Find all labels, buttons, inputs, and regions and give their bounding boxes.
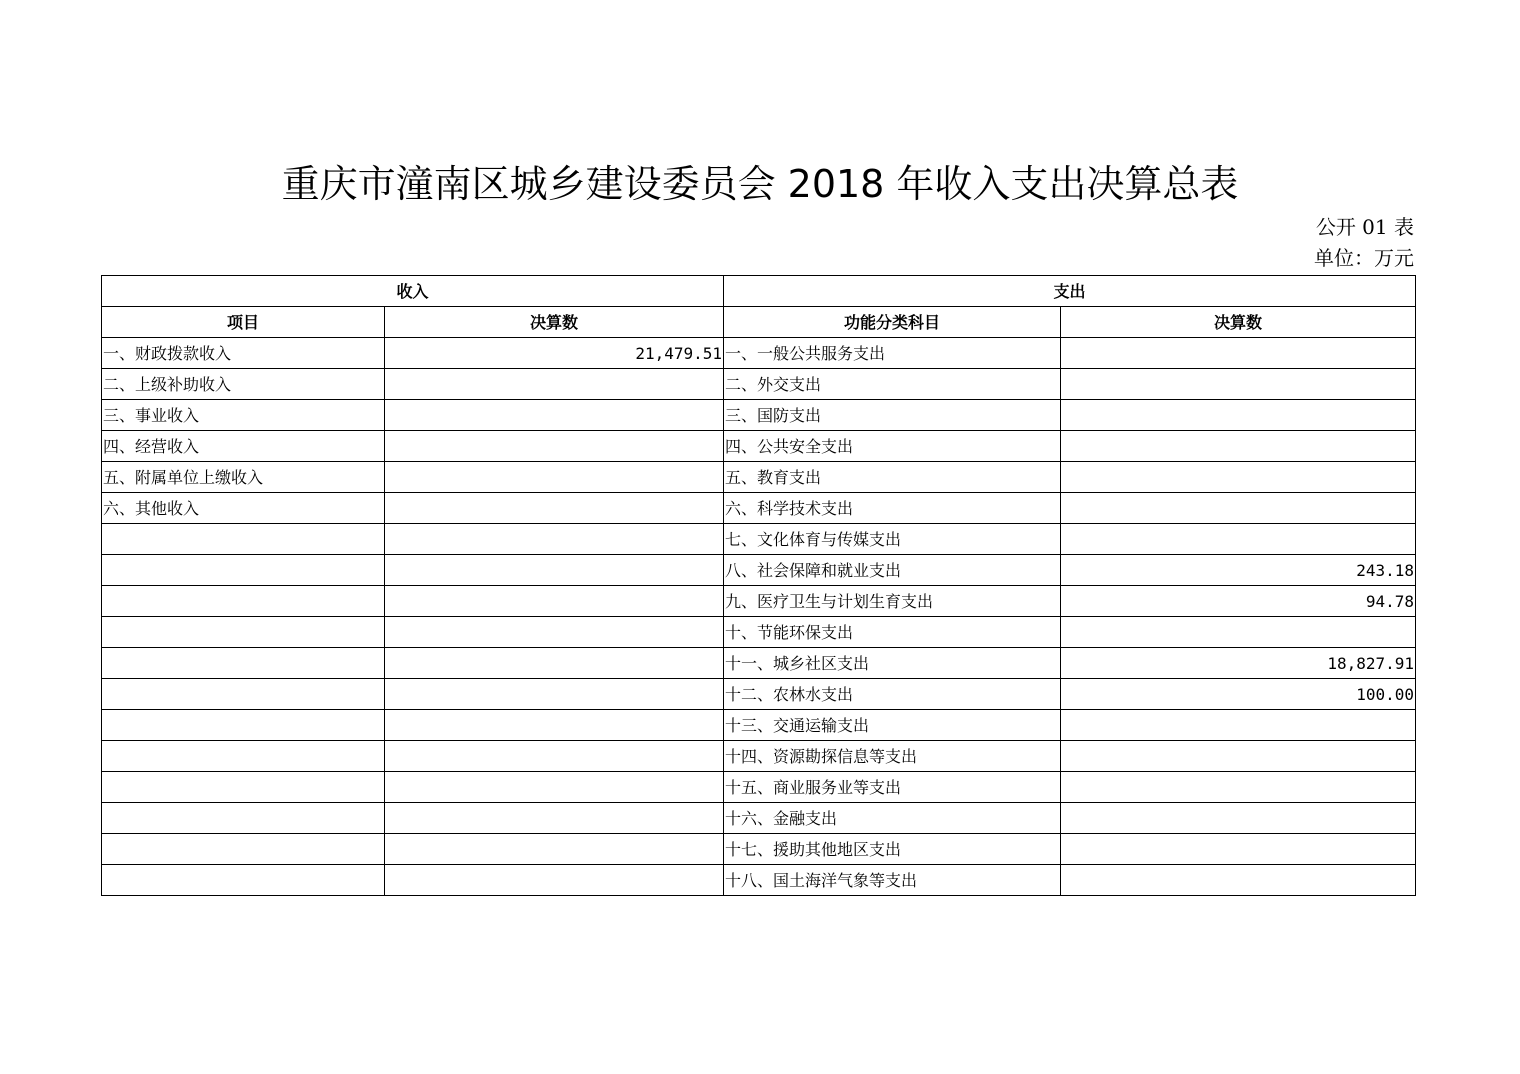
table-row <box>102 586 1416 617</box>
expenditure-item-cell: 十五、商业服务业等支出 <box>724 772 1061 803</box>
income-amount-cell <box>385 462 724 493</box>
expenditure-amount-cell <box>1061 865 1416 896</box>
expenditure-amount-cell <box>1061 369 1416 400</box>
expenditure-item-cell: 十三、交通运输支出 <box>724 710 1061 741</box>
expenditure-item-cell: 十二、农林水支出 <box>724 679 1061 710</box>
income-amount-cell <box>385 555 724 586</box>
income-amount-cell <box>385 710 724 741</box>
income-amount-cell <box>385 369 724 400</box>
expenditure-item-cell: 一、一般公共服务支出 <box>724 338 1061 369</box>
income-amount-cell <box>385 431 724 462</box>
expenditure-item-cell: 十、节能环保支出 <box>724 617 1061 648</box>
document-title: 重庆市潼南区城乡建设委员会 2018 年收入支出决算总表 <box>281 162 1239 206</box>
income-item-cell: 一、财政拨款收入 <box>102 338 385 369</box>
expenditure-item-cell: 五、教育支出 <box>724 462 1061 493</box>
table-row <box>102 524 1416 555</box>
expenditure-item-cell: 六、科学技术支出 <box>724 493 1061 524</box>
table-row <box>102 648 1416 679</box>
table-row <box>102 400 1416 431</box>
unit-label: 单位：万元 <box>1314 246 1414 270</box>
table-row <box>102 710 1416 741</box>
expenditure-amount-cell <box>1061 493 1416 524</box>
income-item-cell: 四、经营收入 <box>102 431 385 462</box>
expenditure-amount-cell <box>1061 338 1416 369</box>
group-header-row <box>102 276 1416 307</box>
expenditure-item-cell: 八、社会保障和就业支出 <box>724 555 1061 586</box>
expenditure-item-cell: 十八、国土海洋气象等支出 <box>724 865 1061 896</box>
income-amount-cell <box>385 400 724 431</box>
expenditure-amount-cell <box>1061 803 1416 834</box>
table-row <box>102 369 1416 400</box>
table-row <box>102 431 1416 462</box>
expenditure-amount-cell: 18,827.91 <box>1061 648 1416 679</box>
income-item-cell <box>102 555 385 586</box>
income-amount-cell <box>385 617 724 648</box>
income-amount-cell: 21,479.51 <box>385 338 724 369</box>
expenditure-group-header: 支出 <box>724 276 1416 307</box>
expenditure-item-cell: 十一、城乡社区支出 <box>724 648 1061 679</box>
income-item-cell: 六、其他收入 <box>102 493 385 524</box>
expenditure-amount-cell <box>1061 617 1416 648</box>
income-item-cell <box>102 772 385 803</box>
expenditure-item-cell: 十四、资源勘探信息等支出 <box>724 741 1061 772</box>
income-expenditure-table <box>101 275 1416 896</box>
table-row <box>102 555 1416 586</box>
income-amount-header: 决算数 <box>385 307 724 338</box>
expenditure-amount-cell: 94.78 <box>1061 586 1416 617</box>
expenditure-item-cell: 四、公共安全支出 <box>724 431 1061 462</box>
income-amount-cell <box>385 524 724 555</box>
column-header-row <box>102 307 1416 338</box>
income-item-cell <box>102 834 385 865</box>
table-row <box>102 617 1416 648</box>
expenditure-item-cell: 九、医疗卫生与计划生育支出 <box>724 586 1061 617</box>
expenditure-amount-header: 决算数 <box>1061 307 1416 338</box>
expenditure-amount-cell <box>1061 524 1416 555</box>
income-item-cell <box>102 524 385 555</box>
income-item-cell <box>102 586 385 617</box>
income-item-cell <box>102 617 385 648</box>
expenditure-amount-cell <box>1061 431 1416 462</box>
expenditure-item-cell: 十六、金融支出 <box>724 803 1061 834</box>
income-item-cell <box>102 679 385 710</box>
income-group-header: 收入 <box>102 276 724 307</box>
table-body <box>102 338 1416 896</box>
income-item-cell <box>102 803 385 834</box>
income-amount-cell <box>385 803 724 834</box>
expenditure-item-cell: 三、国防支出 <box>724 400 1061 431</box>
expenditure-amount-cell: 243.18 <box>1061 555 1416 586</box>
table-row <box>102 803 1416 834</box>
expenditure-amount-cell <box>1061 772 1416 803</box>
income-item-cell: 五、附属单位上缴收入 <box>102 462 385 493</box>
expenditure-item-cell: 十七、援助其他地区支出 <box>724 834 1061 865</box>
expenditure-amount-cell <box>1061 741 1416 772</box>
income-item-cell <box>102 648 385 679</box>
income-amount-cell <box>385 679 724 710</box>
table-row <box>102 834 1416 865</box>
table-row <box>102 462 1416 493</box>
income-item-cell <box>102 865 385 896</box>
table-row <box>102 338 1416 369</box>
income-item-header: 项目 <box>102 307 385 338</box>
income-amount-cell <box>385 772 724 803</box>
income-item-cell <box>102 710 385 741</box>
expenditure-item-header: 功能分类科目 <box>724 307 1061 338</box>
expenditure-item-cell: 七、文化体育与传媒支出 <box>724 524 1061 555</box>
form-code: 公开 01 表 <box>1315 215 1414 239</box>
expenditure-amount-cell <box>1061 710 1416 741</box>
expenditure-item-cell: 二、外交支出 <box>724 369 1061 400</box>
income-amount-cell <box>385 586 724 617</box>
income-amount-cell <box>385 648 724 679</box>
expenditure-amount-cell <box>1061 462 1416 493</box>
table-row <box>102 772 1416 803</box>
expenditure-amount-cell <box>1061 400 1416 431</box>
income-amount-cell <box>385 865 724 896</box>
table-row <box>102 741 1416 772</box>
expenditure-amount-cell: 100.00 <box>1061 679 1416 710</box>
income-amount-cell <box>385 834 724 865</box>
expenditure-amount-cell <box>1061 834 1416 865</box>
income-item-cell <box>102 741 385 772</box>
income-item-cell: 二、上级补助收入 <box>102 369 385 400</box>
income-amount-cell <box>385 741 724 772</box>
table-row <box>102 679 1416 710</box>
table-row <box>102 865 1416 896</box>
table-row <box>102 493 1416 524</box>
income-item-cell: 三、事业收入 <box>102 400 385 431</box>
income-amount-cell <box>385 493 724 524</box>
